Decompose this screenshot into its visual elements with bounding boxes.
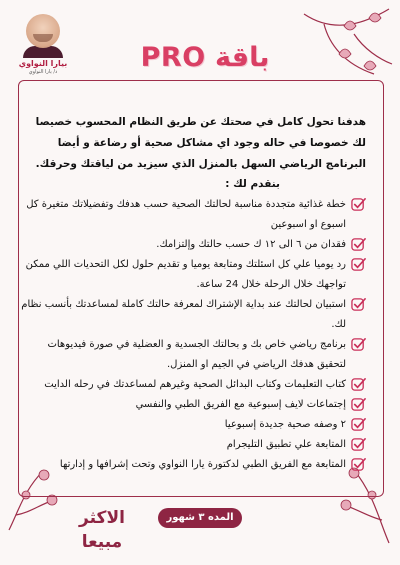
feature-list (18, 195, 366, 475)
check-icon (351, 337, 366, 352)
best-seller-label: الاكثر مبيعا (79, 508, 125, 552)
list-item (18, 375, 366, 395)
duration-badge: المده ٣ شهور (158, 508, 242, 528)
list-item-text: المتابعة علي تطبيق التليجرام (226, 439, 346, 450)
list-item-text: ٢ وصفه صحية جديدة إسبوعيا (224, 419, 346, 430)
check-icon (351, 257, 366, 272)
list-item (18, 255, 366, 295)
list-item-text: برنامج رياضي خاص بك و بحالتك الجسدية و العضلية في صورة فيديوهات لتحقيق هدفك الرياضي في الجيم او المنزل. (47, 339, 346, 370)
check-icon (351, 197, 366, 212)
list-item (18, 335, 366, 375)
intro-paragraph: هدفنا تحول كامل في صحتك عن طريق النظام المحسوب خصيصا لك خصوصا في حاله وجود اي مشاكل صحية أو رضاعة و أيضا البرنامج الرياضي السهل بالمنزل الذي سيزيد من لياقتك وحرقك. (35, 116, 366, 170)
logo-tagline: د/ يارا النواوي (28, 69, 58, 75)
list-item-text: المتابعة مع الفريق الطبي لدكتورة يارا النواوي وتحت إشرافها و إدارتها (59, 459, 346, 470)
provide-heading: بنقدم لك : (225, 178, 280, 190)
check-icon (351, 297, 366, 312)
list-item (18, 195, 366, 235)
brand-logo (14, 14, 72, 80)
list-item-text: إجتماعات لايف إسبوعية مع الفريق الطبي والنفسي (135, 399, 346, 410)
list-item-text: فقدان من ٦ الى ١٢ ك حسب حالتك وإلتزامك. (156, 239, 346, 250)
check-icon (351, 457, 366, 472)
check-icon (351, 417, 366, 432)
list-item (18, 295, 366, 335)
list-item-text: رد يوميا علي كل اسئلتك ومتابعة يوميا و تقديم حلول لكل التحديات اللي ممكن تواجهك خلال الرحلة خلال 24 ساعة. (25, 259, 346, 290)
check-icon (351, 377, 366, 392)
list-item (18, 235, 366, 255)
list-item (18, 415, 366, 435)
check-icon (351, 397, 366, 412)
logo-brand-text: بيارا النواوي (18, 59, 68, 68)
list-item-text: استبيان لحالتك عند بداية الإشتراك لمعرفة حالتك كاملة لمساعدتك بأنسب نظام لك. (21, 299, 346, 330)
check-icon (351, 437, 366, 452)
list-item (18, 395, 366, 415)
list-item-text: كتاب التعليمات وكتاب البدائل الصحية وغيرهم لمساعدتك في رحله الدايت (44, 379, 346, 390)
avatar (26, 14, 60, 48)
list-item (18, 435, 366, 455)
list-item (18, 455, 366, 475)
check-icon (351, 237, 366, 252)
page-title: باقة PRO (140, 42, 270, 73)
list-item-text: خطة غذائية متجددة مناسبة لحالتك الصحية حسب هدفك وتفضيلاتك متغيرة كل اسبوع او اسبوعين (26, 199, 346, 230)
